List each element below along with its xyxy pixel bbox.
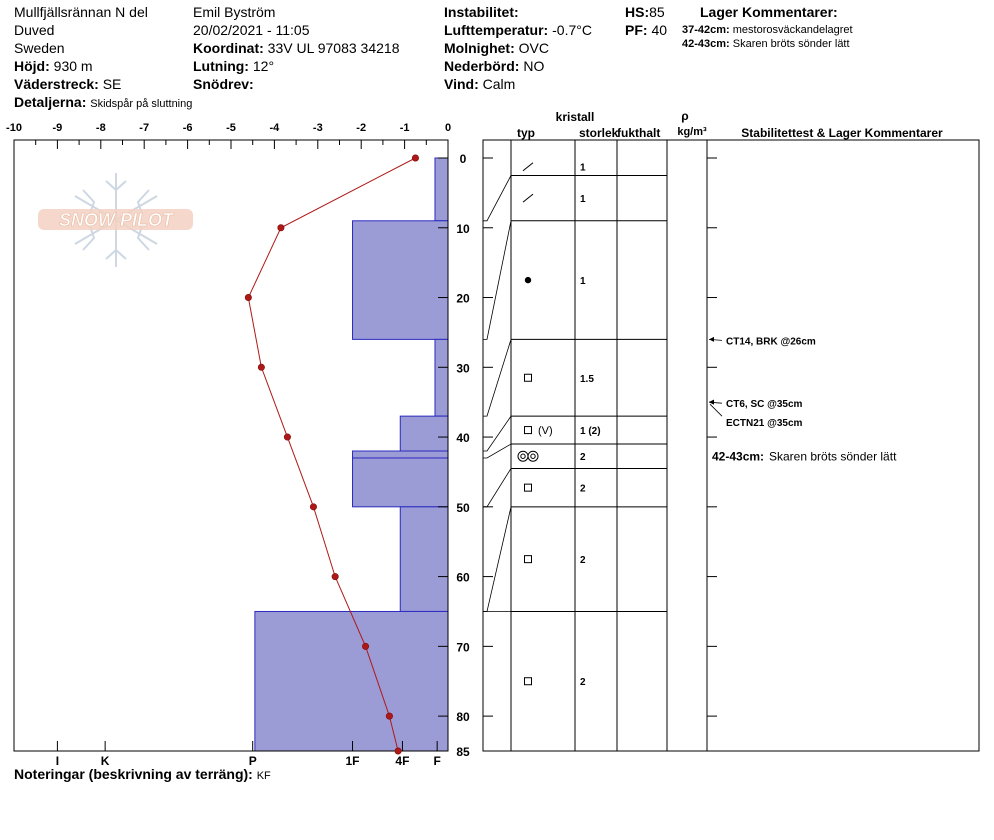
layer-comments-title: Lager Kommentarer: (700, 4, 838, 20)
stability-test-label: CT14, BRK @26cm (726, 336, 816, 348)
aspect-row: Väderstreck: SE (14, 76, 122, 92)
temp-tick-label: -10 (6, 122, 22, 134)
temperature-point (284, 434, 290, 440)
temperature-point (310, 504, 316, 510)
hardness-bar-7 (255, 611, 448, 751)
precip-value: NO (523, 58, 545, 74)
hardness-bar-0 (435, 158, 448, 221)
depth-tick-label: 0 (459, 152, 467, 166)
grain-size: 1 (580, 162, 586, 174)
header-storlek: storlek (579, 126, 619, 140)
grain-size: 2 (580, 555, 586, 567)
layer-connector (483, 416, 511, 451)
grain-size: 2 (580, 483, 586, 495)
depth-tick-label: 10 (456, 221, 470, 236)
temperature-point (412, 155, 418, 161)
temp-tick-label: 0 (444, 122, 452, 134)
hardness-label: P (248, 754, 257, 768)
cloud-row: Molnighet: OVC (444, 40, 549, 56)
wind-row: Vind: Calm (444, 76, 516, 92)
stability-arrowhead (709, 337, 714, 342)
hardness-bar-1 (353, 221, 448, 340)
observation-datetime: 20/02/2021 - 11:05 (193, 22, 310, 38)
layer-connector (483, 507, 511, 612)
cloud-value: OVC (518, 40, 549, 56)
grain-symbol-decomposing (523, 194, 533, 202)
slope-row: Lutning: 12° (193, 58, 275, 74)
layer-connector (483, 175, 511, 220)
depth-tick-label: 70 (456, 640, 470, 655)
layer-connector (483, 221, 511, 340)
temperature-point (332, 573, 338, 579)
drift-row: Snödrev: (193, 76, 254, 92)
hardness-label: 4F (395, 754, 410, 768)
hs-value: 85 (649, 4, 665, 20)
header-kristall: kristall (555, 110, 595, 124)
temp-tick-label: -8 (95, 122, 106, 134)
grain-symbol-round (525, 277, 531, 283)
hardness-bar-4 (353, 451, 448, 458)
hardness-label: K (100, 754, 110, 768)
header-stability: Stabilitettest & Lager Kommentarer (741, 126, 943, 140)
temp-tick-label: -5 (226, 122, 236, 134)
table-frame (483, 140, 979, 751)
grain-symbol-decomposing (523, 163, 533, 171)
grain-symbol-meltfreeze (531, 454, 535, 458)
temperature-point (258, 364, 264, 370)
temp-tick-label: -3 (312, 122, 323, 134)
stability-test-label: ECTN21 @35cm (726, 418, 803, 430)
temperature-point (395, 748, 401, 754)
depth-tick-label: 20 (456, 291, 470, 306)
temp-tick-label: -2 (356, 122, 367, 134)
hardness-bar-5 (353, 458, 448, 507)
instability-row: Instabilitet: (444, 4, 519, 20)
grain-symbol-faceted (525, 427, 532, 434)
grain-symbol-faceted (525, 484, 532, 491)
temperature-point (278, 225, 284, 231)
grain-size: 2 (580, 677, 586, 689)
grain-symbol-faceted (525, 678, 532, 685)
details-row: Detaljerna: Skidspår på sluttning (14, 94, 193, 110)
header-fukthalt: fukthalt (617, 126, 661, 140)
stability-arrow (710, 404, 722, 416)
grain-symbol-faceted (525, 556, 532, 563)
depth-tick-label: 50 (456, 500, 470, 515)
layer-comment-2: 42-43cm: Skaren bröts sönder lätt (682, 38, 850, 50)
grain-symbol-meltfreeze (521, 454, 525, 458)
coordinate-row: Koordinat: 33V UL 97083 34218 (193, 40, 400, 56)
grain-size: 1 (2) (580, 426, 601, 438)
header-density-unit: kg/m³ (677, 126, 707, 138)
temp-tick-label: -6 (182, 122, 193, 134)
temp-tick-label: -4 (269, 122, 280, 134)
hardness-bar-3 (400, 416, 448, 451)
hardness-label: F (433, 754, 441, 768)
grain-size: 2 (580, 452, 586, 464)
header-rho: ρ (681, 109, 689, 123)
depth-tick-label: 60 (456, 570, 470, 585)
coordinate-value: 33V UL 97083 34218 (267, 40, 400, 56)
layer-table (483, 109, 979, 751)
hardness-label: I (55, 754, 60, 768)
grain-size: 1 (580, 276, 586, 288)
elevation-row: Höjd: 930 m (14, 58, 93, 74)
hardness-label: 1F (345, 754, 360, 768)
details-value: Skidspår på sluttning (90, 98, 193, 110)
pf-row: PF: 40 (625, 22, 668, 38)
grain-symbol-meltfreeze (518, 451, 528, 461)
grain-size: 1 (580, 194, 586, 206)
aspect-value: SE (102, 76, 122, 92)
grain-symbol-meltfreeze (528, 451, 538, 461)
observer-name: Emil Byström (193, 4, 276, 20)
layer-connector (483, 339, 511, 416)
temp-tick-label: -7 (139, 122, 150, 134)
area-name: Duved (14, 22, 55, 38)
hardness-bar-6 (400, 507, 448, 612)
table-layer-comment-text: Skaren bröts sönder lätt (769, 449, 897, 464)
hardness-bar-2 (435, 339, 448, 416)
country-name: Sweden (14, 40, 65, 56)
temperature-point (245, 294, 251, 300)
location-name: Mullfjällsrännan N del (14, 4, 148, 20)
terrain-notes (14, 766, 271, 782)
grain-size: 1.5 (580, 373, 594, 385)
snowpilot-logo (38, 173, 193, 267)
depth-tick-label: 40 (456, 431, 470, 446)
precip-row: Nederbörd: NO (444, 58, 545, 74)
wind-value: Calm (482, 76, 516, 92)
depth-tick-label: 30 (456, 361, 470, 376)
airtemp-row: Lufttemperatur: -0.7°C (444, 22, 592, 38)
grain-secondary-symbol: (V) (538, 425, 553, 438)
pf-value: 40 (651, 22, 668, 38)
depth-tick-label: 80 (456, 710, 470, 725)
layer-connector (483, 468, 511, 506)
temperature-point (386, 713, 392, 719)
header-typ: typ (517, 126, 535, 140)
elevation-value: 930 m (53, 58, 93, 74)
layer-comment-1: 37-42cm: mestorosväckandelagret (682, 24, 853, 36)
terrain-notes-value: KF (256, 770, 271, 782)
temp-tick-label: -1 (399, 122, 410, 134)
slope-value: 12° (252, 58, 275, 74)
stability-arrowhead (709, 400, 714, 405)
depth-tick-label: 85 (456, 745, 470, 759)
airtemp-value: -0.7°C (552, 22, 592, 38)
temp-tick-label: -9 (52, 122, 63, 134)
temperature-point (362, 643, 368, 649)
logo-text: SNOW PILOT (59, 210, 173, 230)
table-layer-comment-range: 42-43cm: (712, 449, 765, 464)
stability-test-label: CT6, SC @35cm (726, 399, 803, 411)
hs-row: HS:85 (625, 4, 665, 20)
grain-symbol-faceted (525, 374, 532, 381)
terrain-notes-label: Noteringar (beskrivning av terräng): (14, 766, 253, 782)
